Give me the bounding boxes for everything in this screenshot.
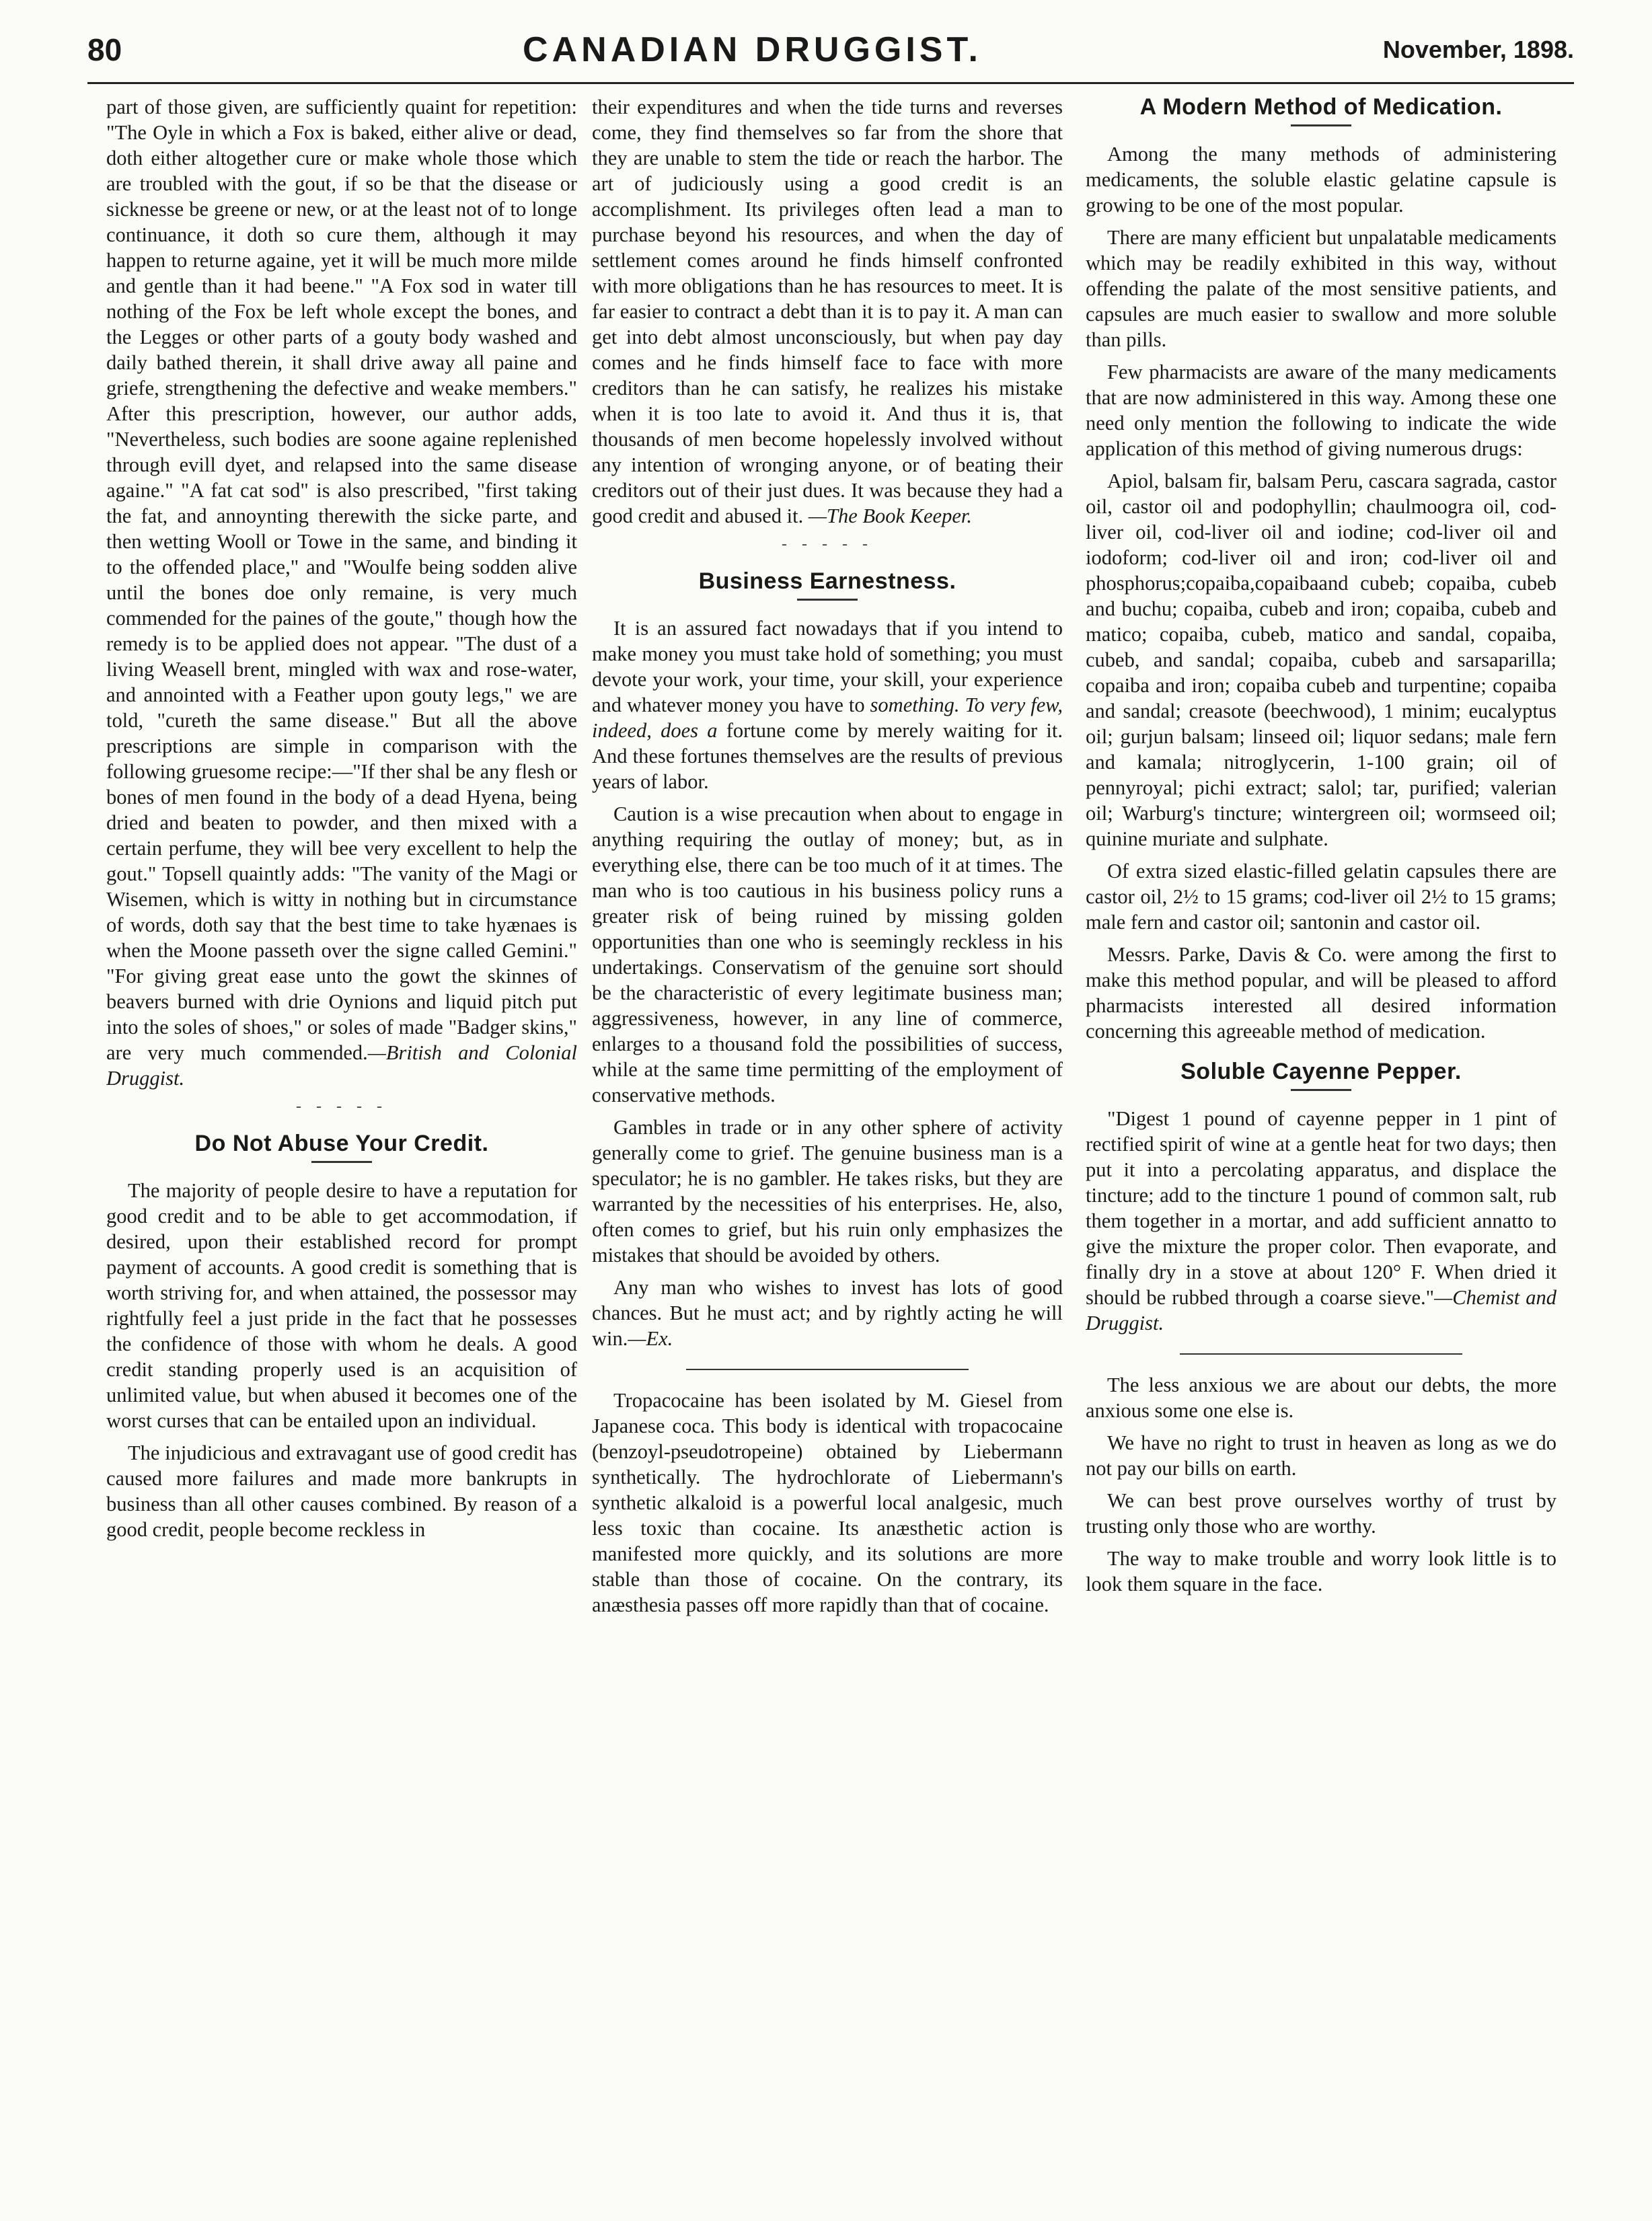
article-separator: - - - - -: [296, 1098, 387, 1115]
modern-paragraph-3: Few pharmacists are aware of the many medicaments that are now administered in this way. Among these one need only mention the following to indicate the wide application of this method of giving numerous drugs:: [1086, 361, 1556, 460]
heading-rule: [797, 599, 858, 601]
saying-3: We can best prove ourselves worthy of trust by trusting only those who are worthy.: [1086, 1489, 1556, 1538]
article-gout-text: part of those given, are sufficiently quaint for repetition: "The Oyle in which a Fox is baked, either alive or dead, doth either altogether cure or make whole those which are troubled with the gout, if so be that the disease or sicknesse be greene or new, or at the least not of to longe continuance, it doth so cure them, although it may happen to returne againe, yet it will be much more milde and gentle than it had beene." "A Fox sod in water till nothing of the Fox be left whole except the bones, and the Legges or other parts of a gouty body washed and daily bathed therein, it shall drive away all paine and griefe, strengthening the defective and weake members." After this prescription, however, our author adds, "Nevertheless, such bodies are soone againe replenished through evill dyet, and relapsed into the same disease againe." "A fat cat sod" is also prescribed, "first taking the fat, and annoynting therewith the sicke parte, and then wetting Wooll or Towe in the same, and binding it to the offended place," and "Woulfe being sodden alive until the bones doe only remaine, is very much commended for the paines of the goute," though how the remedy is to be applied does not appear. "The dust of a living Weasell brent, mingled with wax and rose-water, and annointed with a Feather upon gouty legs," we are told, "cureth the same disease." But all the above prescriptions are simple in comparison with the following gruesome recipe:—"If ther shal be any flesh or bones of men found in the body of a dead Hyena, being dried and beaten to powder, and then mixed with a certain perfume, they will bee very excellent to help the gout." Topsell quaintly adds: "The vanity of the Magi or Wisemen, which is witty in nothing but in circumstance of words, doth say that the best time to take hyænaes is when the Moone passeth over the signe called Gemini." "For giving great ease unto the gowt the skinnes of beavers burned with drie Oynions and liquid pitch put into the soles of shoes," or soles of made "Badger skins," are very much commended.—British and Colonial Druggist.: [106, 96, 577, 1090]
header-rule: [87, 82, 1574, 84]
credit-paragraph-1: The majority of people desire to have a reputation for good credit and to be able to get accommodation, if desired, upon their established record for prompt payment of accounts. A good credit is something that is worth striving for, and when attained, the possessor may rightfully feel a just pride in the fact that he possesses the confidence of those with whom he deals. A good credit standing properly used is an acquisition of unlimited value, but when abused it becomes one of the worst curses that can be entailed upon an individual.: [106, 1179, 577, 1432]
modern-paragraph-1: Among the many methods of administering medicaments, the soluble elastic gelatine capsule is growing to be one of the most popular.: [1086, 143, 1556, 217]
business-heading: Business Earnestness.: [698, 568, 956, 594]
modern-medication-heading: A Modern Method of Medication.: [1139, 94, 1503, 120]
tropacocaine-paragraph: Tropacocaine has been isolated by M. Giesel from Japanese coca. This body is identical with tropacocaine (benzoyl-pseudotropeine) obtained by Liebermann synthetically. The hydrochlorate of Liebermann's synthetic alkaloid is a powerful local analgesic, much less toxic than cocaine. Its anæsthetic action is manifested more quickly, and its solutions are more stable than those of cocaine. On the contrary, its anæsthesia passes off more rapidly than that of cocaine.: [592, 1389, 1063, 1616]
business-paragraph-4: Any man who wishes to invest has lots of good chances. But he must act; and by rightly acting he will win.—Ex.: [592, 1276, 1063, 1350]
section-rule: [686, 1369, 969, 1370]
cayenne-source: —Chemist and Druggist.: [1086, 1286, 1556, 1334]
journal-title: CANADIAN DRUGGIST.: [523, 30, 982, 69]
saying-1: The less anxious we are about our debts, the more anxious some one else is.: [1086, 1373, 1556, 1422]
section-rule: [1180, 1353, 1462, 1355]
business-paragraph-2: Caution is a wise precaution when about to engage in anything requiring the outlay of money; but, as in everything else, there can be too much of it at times. The man who is too cautious in his business policy runs a greater risk of being ruined by missing golden opportunities than one who is seemingly reckless in his undertakings. Conservatism of the genuine sort should be the characteristic of every legitimate business man; aggressiveness, however, in any line of commerce, enlarges to a thousand fold the possibilities of success, while at the same time permitting of the employment of conservative methods.: [592, 802, 1063, 1106]
credit-source: —The Book Keeper.: [803, 504, 972, 527]
page-number: 80: [87, 32, 122, 67]
modern-paragraph-5: Of extra sized elastic-filled gelatin capsules there are castor oil, 2½ to 15 grams; cod-liver oil 2½ to 15 grams; male fern and castor oil; santonin and castor oil.: [1086, 860, 1556, 934]
credit-paragraph-2: The injudicious and extravagant use of good credit has caused more failures and made more bankrupts in business than all other causes combined. By reason of a good credit, people become reckless in: [106, 1441, 577, 1541]
article-separator: - - - - -: [782, 535, 873, 553]
heading-rule: [1291, 124, 1351, 126]
heading-rule: [311, 1161, 372, 1163]
saying-4: The way to make trouble and worry look little is to look them square in the face.: [1086, 1547, 1556, 1595]
article-gout-source: —British and Colonial Druggist.: [106, 1041, 577, 1090]
business-paragraph-3: Gambles in trade or in any other sphere of activity generally come to grief. The genuine business man is a speculator; he is no gambler. He takes risks, but they are warranted by the necessities of his enterprises. He, also, often comes to grief, but his ruin only emphasizes the mistakes that should be avoided by others.: [592, 1116, 1063, 1267]
column-middle: [592, 94, 1063, 2179]
page-header: [87, 24, 1574, 75]
modern-paragraph-6: Messrs. Parke, Davis & Co. were among the first to make this method popular, and will be pleased to afford pharmacists interested all desired information concerning this agreeable method of medication.: [1086, 943, 1556, 1043]
modern-paragraph-4: Apiol, balsam fir, balsam Peru, cascara sagrada, castor oil, castor oil and podophyllin; chaulmoogra oil, cod-liver oil, cod-liver oil and iodine; cod-liver oil and iodoform; cod-liver oil and iron; cod-liver oil and phosphorus;copaiba,copaibaand cubeb; copaiba, cubeb and buchu; copaiba, cubeb and iron; copaiba, cubeb and matico; copaiba, cubeb, matico and sandal, copaiba, cubeb, and sandal; copaiba, cubeb and sarsaparilla; copaiba and iron; copaiba cubeb and turpentine; copaiba and sandal; creasote (beechwood), 1 minim; eucalyptus oil; gurjun balsam; linseed oil; liquor sedans; male fern and kamala; nitroglycerin, 1-100 grain; oil of pennyroyal; pichi extract; salol; tar, purified; valerian oil; Warburg's tincture; wintergreen oil; wormseed oil; quinine muriate and sulphate.: [1086, 469, 1556, 850]
credit-heading: Do Not Abuse Your Credit.: [194, 1131, 489, 1156]
issue-date: November, 1898.: [1382, 36, 1574, 63]
column-right: [1086, 94, 1556, 2179]
credit-continuation: their expenditures and when the tide turns and reverses come, they find themselves so far from the shore that they are unable to stem the tide or reach the harbor. The art of judiciously using a good credit is an accomplishment. Its privileges often lead a man to purchase beyond his resources, and when the day of settlement comes around he finds himself confronted with more obligations than he has resources to meet. It is far easier to contract a debt than it is to pay it. A man can get into debt almost unconsciously, but when pay day comes and he finds himself face to face with more creditors than he can satisfy, he realizes his mistake when it is too late to avoid it. And thus it is, that thousands of men become hopelessly involved without any intention of wronging anyone, or of beating their creditors out of their just dues. It was because they had a good credit and abused it. —The Book Keeper.: [592, 96, 1063, 527]
business-paragraph-1: It is an assured fact nowadays that if you intend to make money you must take hold of something; you must devote your work, your time, your skill, your experience and whatever money you have to something. To very few, indeed, does a fortune come by merely waiting for it. And these fortunes themselves are the results of previous years of labor.: [592, 617, 1063, 793]
business-source: —Ex.: [628, 1327, 673, 1350]
cayenne-heading: Soluble Cayenne Pepper.: [1180, 1059, 1462, 1084]
cayenne-paragraph: "Digest 1 pound of cayenne pepper in 1 pint of rectified spirit of wine at a gentle heat for two days; then put it into a percolating apparatus, and displace the tincture; add to the tincture 1 pound of common salt, rub them together in a mortar, and add sufficient annatto to give the mixture the proper color. Then evaporate, and finally dry in a stove at about 120° F. When dried it should be rubbed through a coarse sieve."—Chemist and Druggist.: [1086, 1107, 1556, 1334]
modern-paragraph-2: There are many efficient but unpalatable medicaments which may be readily exhibited in this way, without offending the palate of the most sensitive patients, and capsules are much easier to swallow and more soluble than pills.: [1086, 226, 1556, 351]
saying-2: We have no right to trust in heaven as long as we do not pay our bills on earth.: [1086, 1431, 1556, 1480]
heading-rule: [1291, 1089, 1351, 1091]
column-left: [106, 94, 577, 2179]
